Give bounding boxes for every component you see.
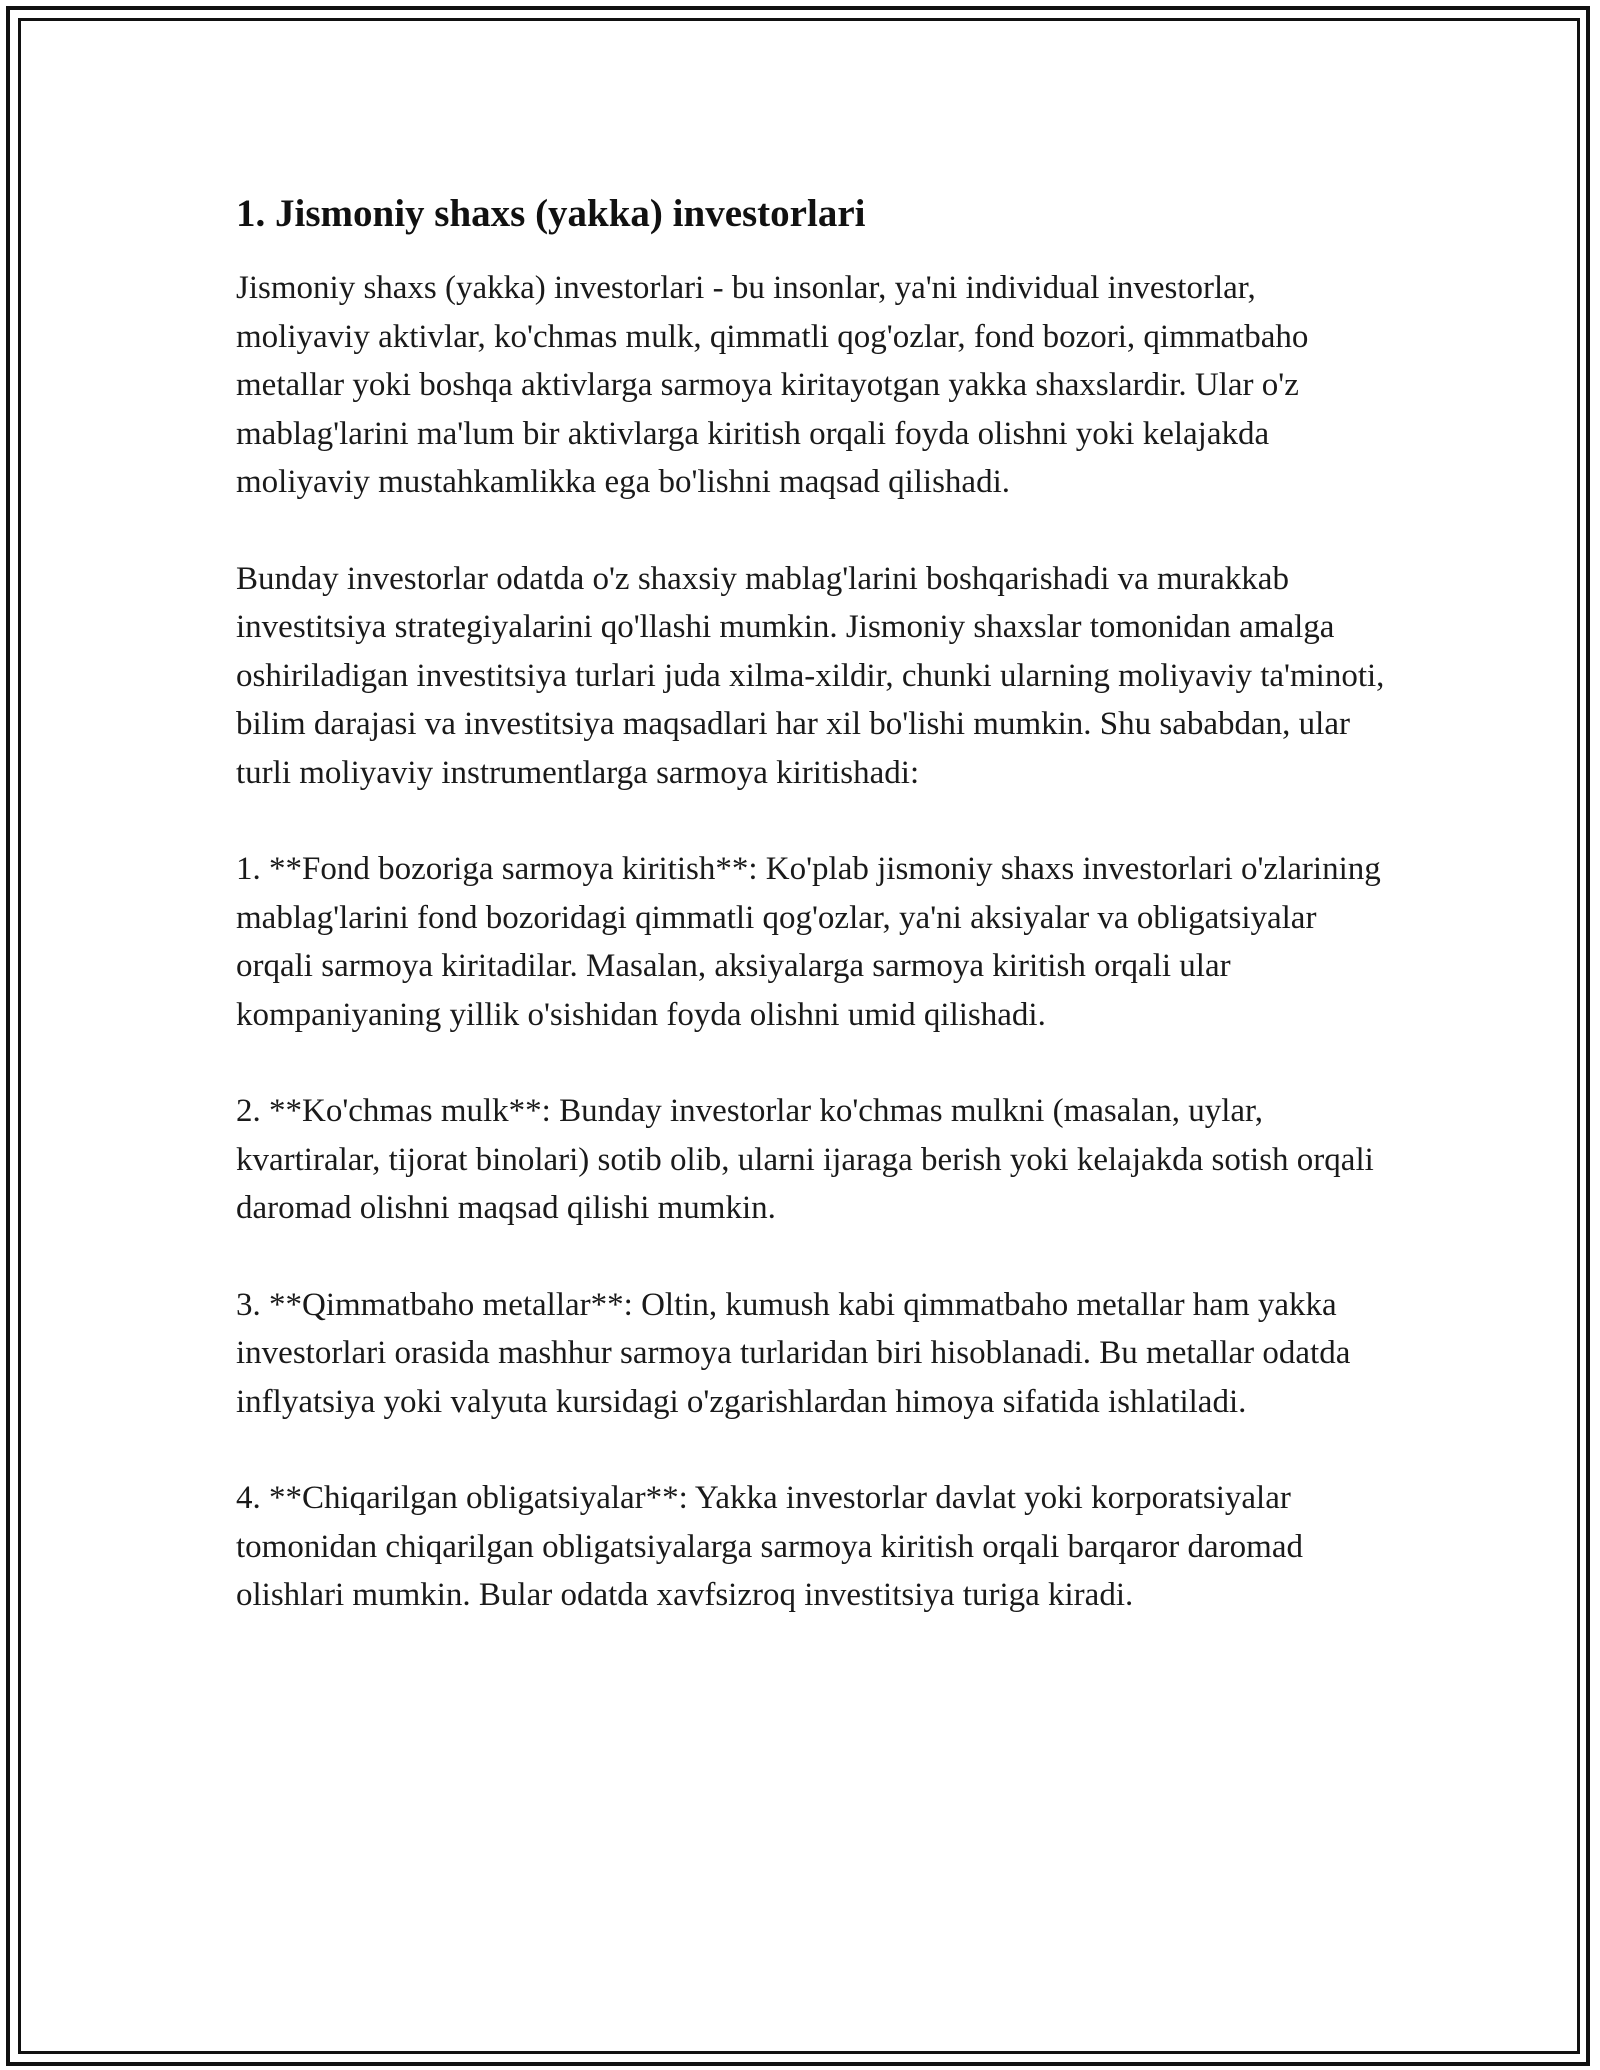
list-item-bonds: 4. **Chiqarilgan obligatsiyalar**: Yakka investorlar davlat yoki korporatsiyalar tomonidan chiqarilgan obligatsiyalarga sarmoya kiritish orqali barqaror daromad olishlari mumkin. Bular odatda xavfsizroq investitsiya turiga kiradi. bbox=[236, 1480, 1303, 1613]
paragraph-overview: Bunday investorlar odatda o'z shaxsiy mablag'larini boshqarishadi va murakkab investitsiya strategiyalarini qo'llashi mumkin. Jismoniy shaxslar tomonidan amalga oshiriladigan investitsiya turlari juda xilma-xildir, chunki ularning moliyaviy ta'minoti, bilim darajasi va investitsiya maqsadlari har xil bo'lishi mumkin. Shu sababdan, ular turli moliyaviy instrumentlarga sarmoya kiritishadi: bbox=[236, 560, 1385, 791]
list-item-precious-metals: 3. **Qimmatbaho metallar**: Oltin, kumush kabi qimmatbaho metallar ham yakka investorlari orasida mashhur sarmoya turlaridan biri hisoblanadi. Bu metallar odatda inflyatsiya yoki valyuta kursidagi o'zgarishlardan himoya sifatida ishlatiladi. bbox=[236, 1286, 1351, 1420]
paragraph-intro: Jismoniy shaxs (yakka) investorlari - bu insonlar, ya'ni individual investorlar, moliyaviy aktivlar, ko'chmas mulk, qimmatli qog'ozlar, fond bozori, qimmatbaho metallar yoki boshqa aktivlarga sarmoya kiritayotgan yakka shaxslardir. Ular o'z mablag'larini ma'lum bir aktivlarga kiritish orqali foyda olishni yoki kelajakda moliyaviy mustahkamlikka ega bo'lishni maqsad qilishadi. bbox=[236, 270, 1309, 500]
document-body bbox=[236, 188, 1386, 1620]
section-title: 1. Jismoniy shaxs (yakka) investorlari bbox=[236, 192, 866, 235]
list-item-stock-market: 1. **Fond bozoriga sarmoya kiritish**: Ko'plab jismoniy shaxs investorlari o'zlarining mablag'larini fond bozoridagi qimmatli qog'ozlar, ya'ni aksiyalar va obligatsiyalar orqali sarmoya kiritadilar. Masalan, aksiyalarga sarmoya kiritish orqali ular kompaniyaning yillik o'sishidan foyda olishni umid qilishadi. bbox=[236, 851, 1381, 1033]
list-item-real-estate: 2. **Ko'chmas mulk**: Bunday investorlar ko'chmas mulkni (masalan, uylar, kvartiralar, tijorat binolari) sotib olib, ularni ijaraga berish yoki kelajakda sotish orqali daromad olishni maqsad qilishi mumkin. bbox=[236, 1093, 1374, 1226]
